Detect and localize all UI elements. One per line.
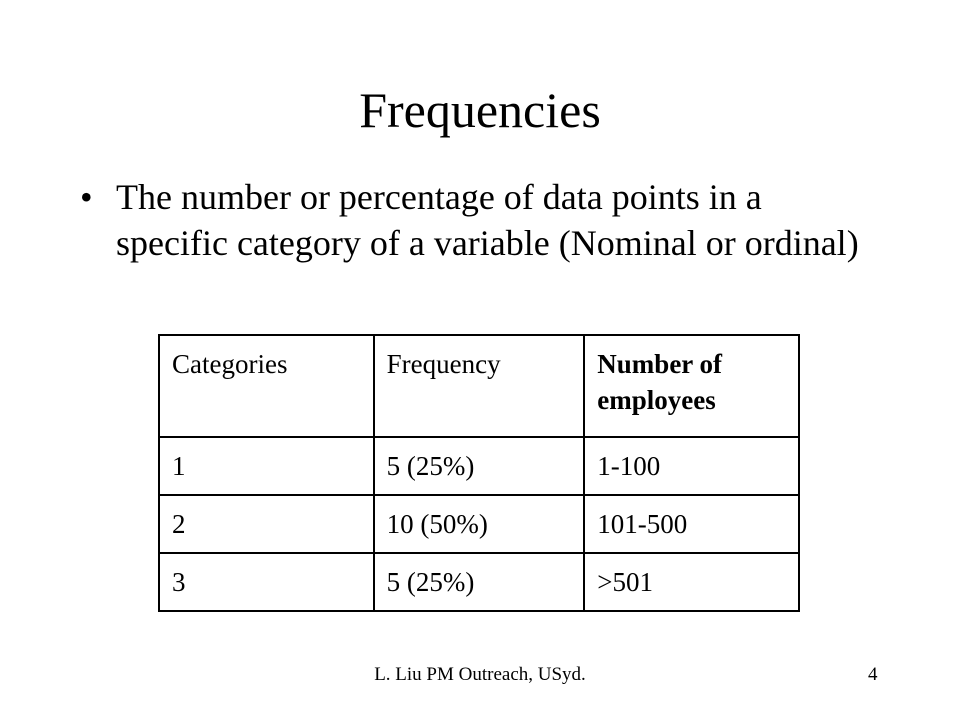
table-cell: 2 [159,495,374,553]
table-cell: 10 (50%) [374,495,585,553]
table-cell: 1 [159,437,374,495]
table-cell: 5 (25%) [374,437,585,495]
page-number: 4 [868,664,878,685]
table-row [159,495,799,553]
bullet-marker: • [80,177,93,217]
table-cell: 5 (25%) [374,553,585,611]
header-cell-categories: Categories [159,335,374,437]
table-cell: 3 [159,553,374,611]
bullet-point [80,174,880,266]
header-cell-number-of-employees: Number of employees [584,335,799,437]
table-cell: 1-100 [584,437,799,495]
bullet-text: The number or percentage of data points in a specific category of a variable (Nominal or ordinal) [116,177,859,263]
slide-footer: L. Liu PM Outreach, USyd. [374,664,586,685]
table-row [159,553,799,611]
table-cell: >501 [584,553,799,611]
frequency-table [158,334,800,612]
table-header-row [159,335,799,437]
slide-title: Frequencies [359,82,601,138]
table-cell: 101-500 [584,495,799,553]
header-cell-frequency: Frequency [374,335,585,437]
table-row [159,437,799,495]
